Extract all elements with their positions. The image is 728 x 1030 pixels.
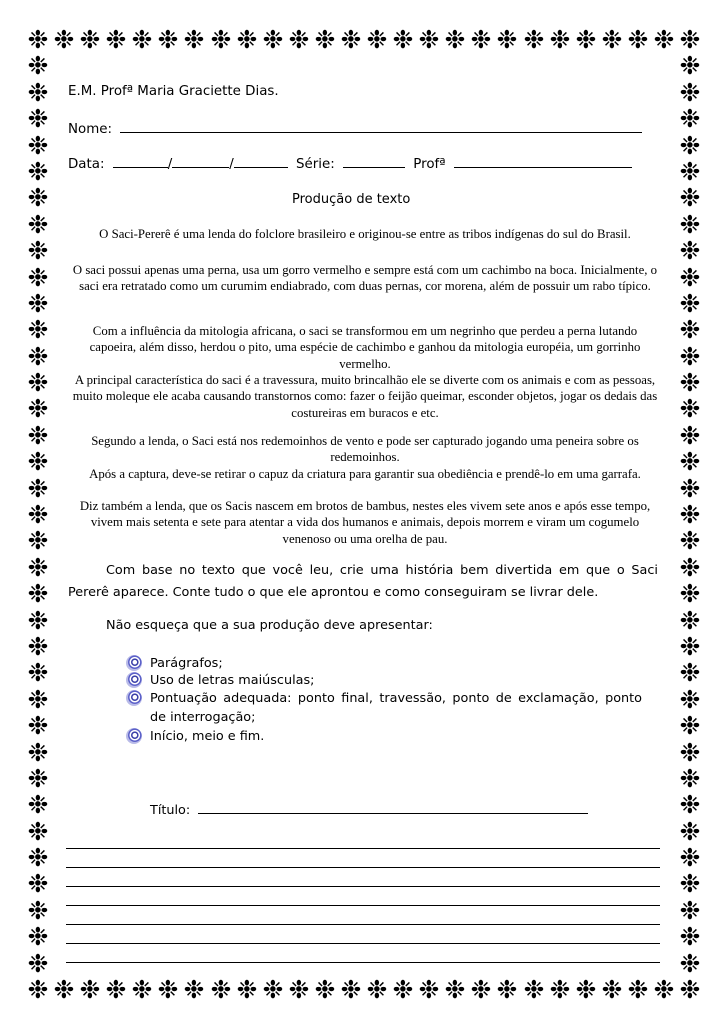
asterisk-flower-icon: ❉: [679, 78, 701, 107]
asterisk-flower-icon: ❉: [131, 975, 153, 1004]
writing-line[interactable]: [66, 848, 660, 849]
asterisk-flower-icon: ❉: [27, 553, 49, 582]
asterisk-flower-icon: ❉: [27, 289, 49, 318]
asterisk-flower-icon: ❉: [679, 157, 701, 186]
asterisk-flower-icon: ❉: [679, 131, 701, 160]
asterisk-flower-icon: ❉: [79, 975, 101, 1004]
asterisk-flower-icon: ❉: [79, 25, 101, 54]
asterisk-flower-icon: ❉: [157, 25, 179, 54]
story-paragraph-1: O Saci-Pererê é uma lenda do folclore brasileiro e originou-se entre as tribos indígenas do sul do Brasil.: [99, 227, 631, 241]
asterisk-flower-icon: ❉: [679, 790, 701, 819]
asterisk-flower-icon: ❉: [314, 25, 336, 54]
asterisk-flower-icon: ❉: [496, 975, 518, 1004]
asterisk-flower-icon: ❉: [27, 922, 49, 951]
asterisk-flower-icon: ❉: [27, 685, 49, 714]
asterisk-flower-icon: ❉: [679, 975, 701, 1004]
asterisk-flower-icon: ❉: [575, 25, 597, 54]
asterisk-flower-icon: ❉: [679, 579, 701, 608]
asterisk-flower-icon: ❉: [27, 447, 49, 476]
asterisk-flower-icon: ❉: [27, 157, 49, 186]
asterisk-flower-icon: ❉: [262, 975, 284, 1004]
asterisk-flower-icon: ❉: [340, 975, 362, 1004]
asterisk-flower-icon: ❉: [679, 421, 701, 450]
checklist-item: Pontuação adequada: ponto final, travessão, ponto de exclamação, ponto de interrogação;: [126, 689, 642, 727]
asterisk-flower-icon: ❉: [523, 975, 545, 1004]
asterisk-flower-icon: ❉: [679, 949, 701, 978]
date-label: Data:: [68, 157, 105, 172]
asterisk-flower-icon: ❉: [679, 315, 701, 344]
asterisk-flower-icon: ❉: [627, 975, 649, 1004]
asterisk-flower-icon: ❉: [392, 25, 414, 54]
name-field: [68, 119, 642, 137]
asterisk-flower-icon: ❉: [27, 263, 49, 292]
asterisk-flower-icon: ❉: [679, 843, 701, 872]
asterisk-flower-icon: ❉: [27, 131, 49, 160]
asterisk-flower-icon: ❉: [575, 975, 597, 1004]
writing-line[interactable]: [66, 924, 660, 925]
asterisk-flower-icon: ❉: [679, 658, 701, 687]
asterisk-flower-icon: ❉: [366, 25, 388, 54]
date-day-blank[interactable]: [113, 154, 168, 168]
asterisk-flower-icon: ❉: [27, 869, 49, 898]
asterisk-flower-icon: ❉: [679, 632, 701, 661]
asterisk-flower-icon: ❉: [679, 342, 701, 371]
asterisk-flower-icon: ❉: [27, 368, 49, 397]
spiral-bullet-icon: [126, 655, 142, 671]
asterisk-flower-icon: ❉: [679, 25, 701, 54]
asterisk-flower-icon: ❉: [27, 474, 49, 503]
asterisk-flower-icon: ❉: [27, 500, 49, 529]
date-separator: /: [167, 157, 173, 172]
asterisk-flower-icon: ❉: [444, 975, 466, 1004]
writing-line[interactable]: [66, 962, 660, 963]
asterisk-flower-icon: ❉: [444, 25, 466, 54]
asterisk-flower-icon: ❉: [470, 975, 492, 1004]
checklist-item: Parágrafos;: [126, 654, 642, 673]
asterisk-flower-icon: ❉: [679, 896, 701, 925]
asterisk-flower-icon: ❉: [679, 764, 701, 793]
asterisk-flower-icon: ❉: [27, 315, 49, 344]
asterisk-flower-icon: ❉: [27, 210, 49, 239]
asterisk-flower-icon: ❉: [601, 25, 623, 54]
asterisk-flower-icon: ❉: [679, 711, 701, 740]
asterisk-flower-icon: ❉: [27, 394, 49, 423]
asterisk-flower-icon: ❉: [523, 25, 545, 54]
spiral-bullet-icon: [126, 672, 142, 688]
asterisk-flower-icon: ❉: [679, 500, 701, 529]
asterisk-flower-icon: ❉: [679, 51, 701, 80]
name-blank[interactable]: [120, 119, 642, 133]
spiral-bullet-icon: [126, 690, 142, 706]
asterisk-flower-icon: ❉: [236, 25, 258, 54]
asterisk-flower-icon: ❉: [27, 764, 49, 793]
asterisk-flower-icon: ❉: [27, 25, 49, 54]
asterisk-flower-icon: ❉: [27, 975, 49, 1004]
asterisk-flower-icon: ❉: [627, 25, 649, 54]
asterisk-flower-icon: ❉: [679, 685, 701, 714]
asterisk-flower-icon: ❉: [470, 25, 492, 54]
date-separator: /: [229, 157, 234, 172]
writing-line[interactable]: [66, 943, 660, 944]
asterisk-flower-icon: ❉: [392, 975, 414, 1004]
asterisk-flower-icon: ❉: [105, 25, 127, 54]
writing-prompt: Com base no texto que você leu, crie uma história bem divertida em que o Saci Pererê aparece. Conte tudo o que ele aprontou e como conseguiram se livrar dele.: [68, 563, 658, 600]
spiral-bullet-icon: [126, 728, 142, 744]
asterisk-flower-icon: ❉: [27, 843, 49, 872]
asterisk-flower-icon: ❉: [418, 25, 440, 54]
asterisk-flower-icon: ❉: [679, 738, 701, 767]
asterisk-flower-icon: ❉: [496, 25, 518, 54]
asterisk-flower-icon: ❉: [27, 342, 49, 371]
writing-line[interactable]: [66, 905, 660, 906]
story-paragraph-5: Segundo a lenda, o Saci está nos redemoinhos de vento e pode ser capturado jogando uma peneira sobre os redemoinhos.: [91, 434, 639, 465]
date-month-blank[interactable]: [172, 154, 229, 168]
asterisk-flower-icon: ❉: [210, 25, 232, 54]
asterisk-flower-icon: ❉: [27, 790, 49, 819]
asterisk-flower-icon: ❉: [679, 394, 701, 423]
asterisk-flower-icon: ❉: [262, 25, 284, 54]
story-paragraph-6: Após a captura, deve-se retirar o capuz da criatura para garantir sua obediência e prendê-lo em uma garrafa.: [89, 467, 641, 481]
asterisk-flower-icon: ❉: [27, 579, 49, 608]
asterisk-flower-icon: ❉: [679, 210, 701, 239]
asterisk-flower-icon: ❉: [27, 236, 49, 265]
checklist-item: Início, meio e fim.: [126, 727, 642, 746]
story-paragraph-7: Diz também a lenda, que os Sacis nascem em brotos de bambus, nestes eles vivem sete anos e após esse tempo, vivem mais setenta e sete para atentar a vida dos humanos e animais, depois morrem e viram um cogumelo venenoso ou uma orelha de pau.: [79, 499, 651, 546]
asterisk-flower-icon: ❉: [27, 606, 49, 635]
serie-label: Série:: [296, 157, 335, 172]
asterisk-flower-icon: ❉: [653, 975, 675, 1004]
asterisk-flower-icon: ❉: [27, 896, 49, 925]
title-blank[interactable]: [198, 800, 588, 814]
asterisk-flower-icon: ❉: [679, 183, 701, 212]
story-paragraph-3: Com a influência da mitologia africana, o saci se transformou em um negrinho que perdeu a perna lutando capoeira, além disso, herdou o pito, uma espécie de cachimbo e ganhou da mitologia européia, um gorrinho vermelho.: [89, 324, 641, 371]
asterisk-flower-icon: ❉: [679, 606, 701, 635]
asterisk-flower-icon: ❉: [27, 817, 49, 846]
asterisk-flower-icon: ❉: [27, 711, 49, 740]
checklist-item: Uso de letras maiúsculas;: [126, 671, 642, 690]
asterisk-flower-icon: ❉: [653, 25, 675, 54]
asterisk-flower-icon: ❉: [27, 183, 49, 212]
asterisk-flower-icon: ❉: [288, 975, 310, 1004]
prof-blank[interactable]: [454, 154, 632, 168]
asterisk-flower-icon: ❉: [601, 975, 623, 1004]
asterisk-flower-icon: ❉: [679, 104, 701, 133]
asterisk-flower-icon: ❉: [418, 975, 440, 1004]
date-serie-prof-row: [68, 154, 632, 172]
asterisk-flower-icon: ❉: [27, 632, 49, 661]
asterisk-flower-icon: ❉: [183, 25, 205, 54]
page-title: Produção de texto: [292, 192, 411, 207]
name-label: Nome:: [68, 122, 113, 137]
asterisk-flower-icon: ❉: [314, 975, 336, 1004]
asterisk-flower-icon: ❉: [27, 104, 49, 133]
asterisk-flower-icon: ❉: [340, 25, 362, 54]
story-paragraph-2: O saci possui apenas uma perna, usa um gorro vermelho e sempre está com um cachimbo na boca. Inicialmente, o saci era retratado como um curumim endiabrado, com duas pernas, cor morena, além de possuir um rabo típico.: [72, 263, 658, 294]
asterisk-flower-icon: ❉: [27, 78, 49, 107]
asterisk-flower-icon: ❉: [679, 869, 701, 898]
asterisk-flower-icon: ❉: [366, 975, 388, 1004]
asterisk-flower-icon: ❉: [27, 949, 49, 978]
asterisk-flower-icon: ❉: [27, 51, 49, 80]
asterisk-flower-icon: ❉: [27, 738, 49, 767]
asterisk-flower-icon: ❉: [549, 25, 571, 54]
asterisk-flower-icon: ❉: [679, 553, 701, 582]
asterisk-flower-icon: ❉: [27, 658, 49, 687]
asterisk-flower-icon: ❉: [210, 975, 232, 1004]
asterisk-flower-icon: ❉: [549, 975, 571, 1004]
title-label: Título:: [150, 803, 191, 818]
asterisk-flower-icon: ❉: [679, 526, 701, 555]
story-paragraph-4: A principal característica do saci é a travessura, muito brincalhão ele se diverte com os animais e com as pessoas, muito moleque ele acaba causando transtornos como: fazer o feijão queimar, esconder objetos, jogar os dedais das costureiras em buracos e etc.: [72, 373, 658, 420]
asterisk-flower-icon: ❉: [679, 817, 701, 846]
reminder-text: Não esqueça que a sua produção deve apresentar:: [106, 618, 433, 633]
asterisk-flower-icon: ❉: [53, 975, 75, 1004]
asterisk-flower-icon: ❉: [27, 421, 49, 450]
asterisk-flower-icon: ❉: [679, 236, 701, 265]
title-field: [150, 800, 588, 818]
asterisk-flower-icon: ❉: [679, 447, 701, 476]
asterisk-flower-icon: ❉: [53, 25, 75, 54]
prof-label: Profª: [413, 157, 446, 172]
asterisk-flower-icon: ❉: [679, 922, 701, 951]
asterisk-flower-icon: ❉: [679, 263, 701, 292]
asterisk-flower-icon: ❉: [27, 526, 49, 555]
asterisk-flower-icon: ❉: [105, 975, 127, 1004]
writing-line[interactable]: [66, 867, 660, 868]
asterisk-flower-icon: ❉: [183, 975, 205, 1004]
asterisk-flower-icon: ❉: [679, 289, 701, 318]
writing-line[interactable]: [66, 886, 660, 887]
asterisk-flower-icon: ❉: [679, 368, 701, 397]
serie-blank[interactable]: [343, 154, 405, 168]
asterisk-flower-icon: ❉: [679, 474, 701, 503]
school-name: E.M. Profª Maria Graciette Dias.: [68, 84, 279, 99]
asterisk-flower-icon: ❉: [236, 975, 258, 1004]
asterisk-flower-icon: ❉: [288, 25, 310, 54]
asterisk-flower-icon: ❉: [157, 975, 179, 1004]
date-year-blank[interactable]: [234, 154, 288, 168]
asterisk-flower-icon: ❉: [131, 25, 153, 54]
